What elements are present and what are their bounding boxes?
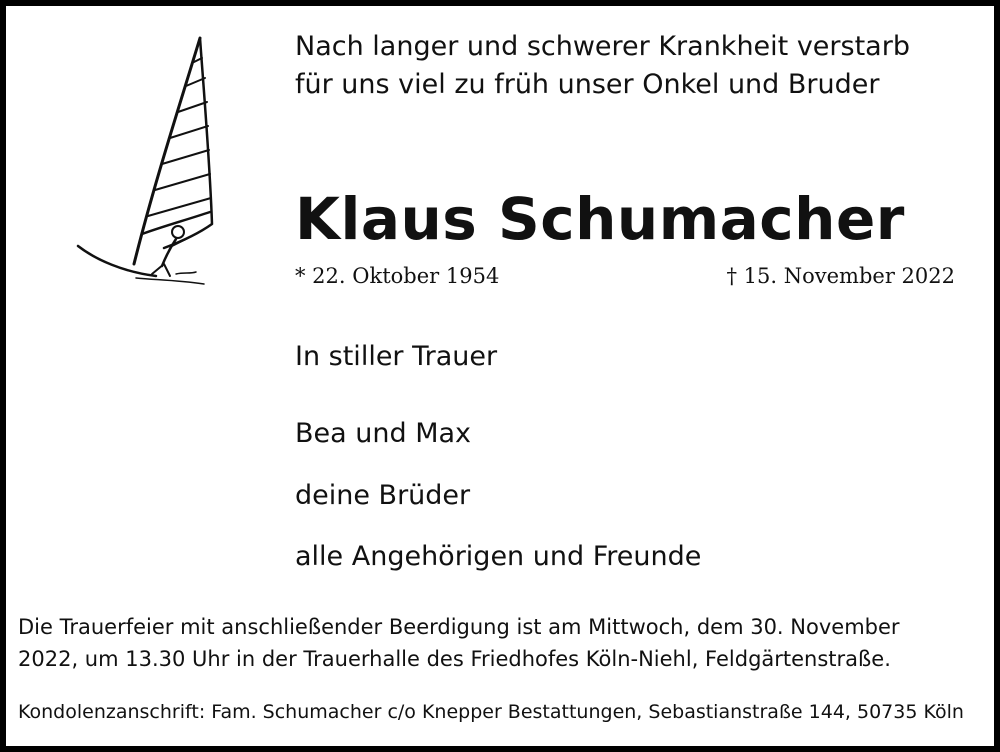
death-date: † 15. November 2022 [726, 264, 955, 288]
birth-date: * 22. Oktober 1954 [295, 264, 500, 288]
intro-line: für uns viel zu früh unser Onkel und Bruder [295, 69, 880, 100]
mourner-line: alle Angehörigen und Freunde [295, 541, 702, 572]
mourning-intro: In stiller Trauer [295, 341, 498, 372]
mourner-line: Bea und Max [295, 418, 472, 449]
intro-line: Nach langer und schwerer Krankheit verstarb [295, 31, 910, 62]
life-dates [295, 262, 955, 290]
obituary-notice [6, 6, 994, 746]
ceremony-line: 2022, um 13.30 Uhr in der Trauerhalle des Friedhofes Köln-Niehl, Feldgärtenstraße. [18, 647, 891, 671]
windsurfer-icon [76, 34, 216, 286]
ceremony-line: Die Trauerfeier mit anschließender Beerdigung ist am Mittwoch, dem 30. November [18, 615, 900, 639]
mourner-line: deine Brüder [295, 480, 471, 511]
intro-text [295, 28, 985, 104]
ceremony-info [18, 611, 988, 675]
deceased-name: Klaus Schumacher [295, 185, 905, 253]
condolence-address: Kondolenzanschrift: Fam. Schumacher c/o Knepper Bestattungen, Sebastianstraße 144, 50735 Köln [18, 701, 964, 723]
